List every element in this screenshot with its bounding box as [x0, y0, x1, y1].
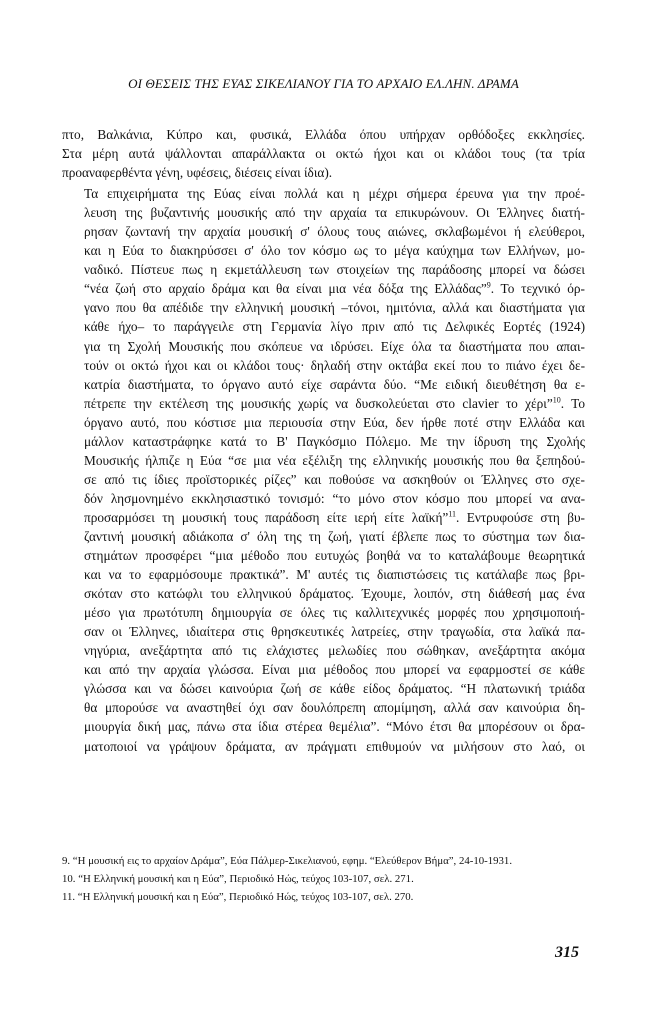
- text-line: κατρία διαστήματα, το όργανο αυτό είχε σαράντα δύο. “Με ειδική διευθέτηση θα ε-: [84, 376, 585, 392]
- text-line: όργανο αυτό, που κόστισε μια περιουσία στην Εύα, δεν ήρθε ποτέ στην Ελλάδα και: [84, 414, 585, 430]
- text-line: σε από τις ίδιες προϊστορικές ρίζες” και ποθούσε να ασκηθούν οι Έλληνες στο σχε-: [84, 471, 585, 487]
- text-line: ρησαν ζωντανή την αρχαία μουσική σ' όλους τους αιώνες, σκλαβωμένοι ή ελεύθεροι,: [84, 224, 585, 240]
- body-text: [62, 125, 585, 756]
- text-line: λευση της βυζαντινής μουσικής από την αρχαία τα επικυρώνουν. Οι Έλληνες διατή-: [84, 205, 585, 221]
- text-line: στημάτων προσφέρει “μια μέθοδο που ευτυχώς βοηθά να το καταλάβουμε θεωρητικά: [84, 548, 585, 564]
- text-line: ναδικό. Πίστευε πως η εκμετάλλευση των στοιχείων της παράδοσης μπορεί να δώσει: [84, 262, 585, 278]
- text-line: και από την αρχαία γλώσσα. Είναι μια μέθοδος που μπορεί να εφαρμοστεί σε κάθε: [84, 662, 585, 678]
- text-line: για τη Σχολή Μουσικής που σκόπευε να ιδρύσει. Είχε όλα τα διαστήματα που απαι-: [84, 338, 585, 354]
- text-line: γανο που θα απέδιδε την ελληνική μουσική –τόνοι, ημιτόνια, αλλά και διαστήματα για: [84, 300, 585, 316]
- text-line: [62, 394, 585, 413]
- text-line: Τα επιχειρήματα της Εύας είναι πολλά και η μέχρι σήμερα έρευνα για την προέ-: [84, 186, 585, 202]
- text-segment: πέτρεπε την εκτέλεση της μουσικής χωρίς να δυσκολεύεται στο clavier το χέρι”: [84, 395, 553, 411]
- text-line: κάθε ήχο– το παράγγειλε στη Γερμανία λίγο πριν από τις Δελφικές Εορτές (1924): [84, 319, 585, 335]
- footnote-11: 11. “Η Ελληνική μουσική και η Εύα”, Περιοδικό Ηώς, τεύχος 103-107, σελ. 270.: [62, 891, 414, 903]
- text-segment: . Εντρυφούσε στη βυ-: [456, 509, 585, 525]
- paragraph-main: [62, 184, 585, 755]
- paragraph-continuation: [62, 125, 585, 182]
- text-line: Στα μέρη αυτά ψάλλονται απαράλλακτα οι οκτώ ήχοι και οι κλάδοι τους (τα τρία: [62, 146, 585, 162]
- text-line: Μουσικής ήλπιζε η Εύα “σε μια νέα εξέλιξη της ελληνικής μουσικής που θα ξεπηδού-: [84, 452, 585, 468]
- text-segment: . Το τεχνικό όρ-: [490, 281, 585, 297]
- text-line: νηγύρια, ανεξάρτητα από τις ελάχιστες μελωδίες που σώθηκαν, ανεξάρτητα ακόμα: [84, 643, 585, 659]
- text-line: δόν λησμονημένο εκκλησιαστικό τονισμό: “το μόνο στον κόσμο που μπορεί να ανα-: [84, 490, 585, 506]
- footnote-ref-11: 11: [448, 509, 457, 519]
- footnote-9: 9. “Η μουσική εις το αρχαίον Δράμα”, Εύα Πάλμερ-Σικελιανού, εφημ. “Ελεύθερον Βήμα”, 24-10-1931.: [62, 855, 513, 867]
- text-line: μέσο για πρωτότυπη δημιουργία σε όλες τις καλλιτεχνικές μορφές που χρησιμοποιή-: [84, 605, 585, 621]
- text-line: μιουργία δική μας, πάνω στα ίδια στέρεα θεμέλια”. “Μόνο έτσι θα μπορέσουν οι δρα-: [84, 719, 585, 735]
- page-number: 315: [555, 944, 579, 961]
- text-segment: “νέα ζωή στο αρχαίο δράμα και θα είναι μια νέα δόξα της Ελλάδας”: [84, 281, 487, 297]
- text-line: σκόταν στο κατώφλι του ελληνικού δράματος. Έχουμε, λοιπόν, στη διάθεσή μας ένα: [84, 586, 585, 602]
- text-line: ζαντινή μουσική αδιάκοπα σ' όλη της τη ζωή, γιατί έβλεπε πως το σύστημα των δια-: [84, 528, 585, 544]
- footnotes: [62, 852, 592, 906]
- text-line: πτο, Βαλκάνια, Κύπρο και, φυσικά, Ελλάδα όπου υπήρχαν ορθόδοξες εκκλησίες.: [62, 127, 585, 142]
- text-line: ματοποιοί να γράψουν δράματα, αν πράγματι επιθυμούν να μιλήσουν στο λαό, οι: [84, 738, 585, 754]
- text-line: τούν οι οκτώ ήχοι και οι κλάδοι τους· δηλαδή στην οκτάβα εκεί που το πιάνο έχει δε-: [84, 357, 585, 373]
- text-line: [62, 279, 585, 298]
- text-line: [62, 508, 585, 527]
- footnote-ref-10: 10: [552, 395, 561, 405]
- running-header: ΟΙ ΘΕΣΕΙΣ ΤΗΣ ΕΥΑΣ ΣΙΚΕΛΙΑΝΟΥ ΓΙΑ ΤΟ ΑΡΧΑΙΟ ΕΛ.ΛΗΝ. ΔΡΑΜΑ: [128, 76, 519, 91]
- text-line: προαναφερθέντα γένη, υφέσεις, διέσεις είναι ίδια).: [62, 165, 333, 181]
- footnote-10: 10. “Η Ελληνική μουσική και η Εύα”, Περιοδικό Ηώς, τεύχος 103-107, σελ. 271.: [62, 873, 414, 885]
- text-line: σαν οι Έλληνες, ιδιαίτερα στις θρησκευτικές λατρείες, στην τραγωδία, στα λαϊκά πα-: [84, 624, 585, 640]
- text-segment: προσαρμόσει τη μουσική τους παράδοση είτε ιερή είτε λαϊκή”: [84, 509, 449, 525]
- footnote-ref-9: 9: [486, 280, 491, 290]
- text-line: γλώσσα και να δώσει καινούρια ζωή σε κάθε είδος δράματος. “Η πλατωνική τριάδα: [84, 681, 585, 697]
- text-segment: . Το: [560, 395, 586, 411]
- text-line: θα μπορούσε να αναστηθεί όχι σαν δουλόπρεπη απομίμηση, αλλά σαν καινούρια δη-: [84, 700, 585, 716]
- text-line: και η Εύα το διακηρύσσει σ' όλο τον κόσμο ως το μέγα καύχημα των Ελλήνων, μο-: [84, 243, 585, 259]
- text-line: και να το εφαρμόσουμε πρακτικά”. Μ' αυτές τις διαπιστώσεις τις κατάλαβε πως βρι-: [84, 567, 585, 583]
- text-line: μάλλον καταστράφηκε κατά το Β' Παγκόσμιο Πόλεμο. Με την ίδρυση της Σχολής: [84, 433, 585, 449]
